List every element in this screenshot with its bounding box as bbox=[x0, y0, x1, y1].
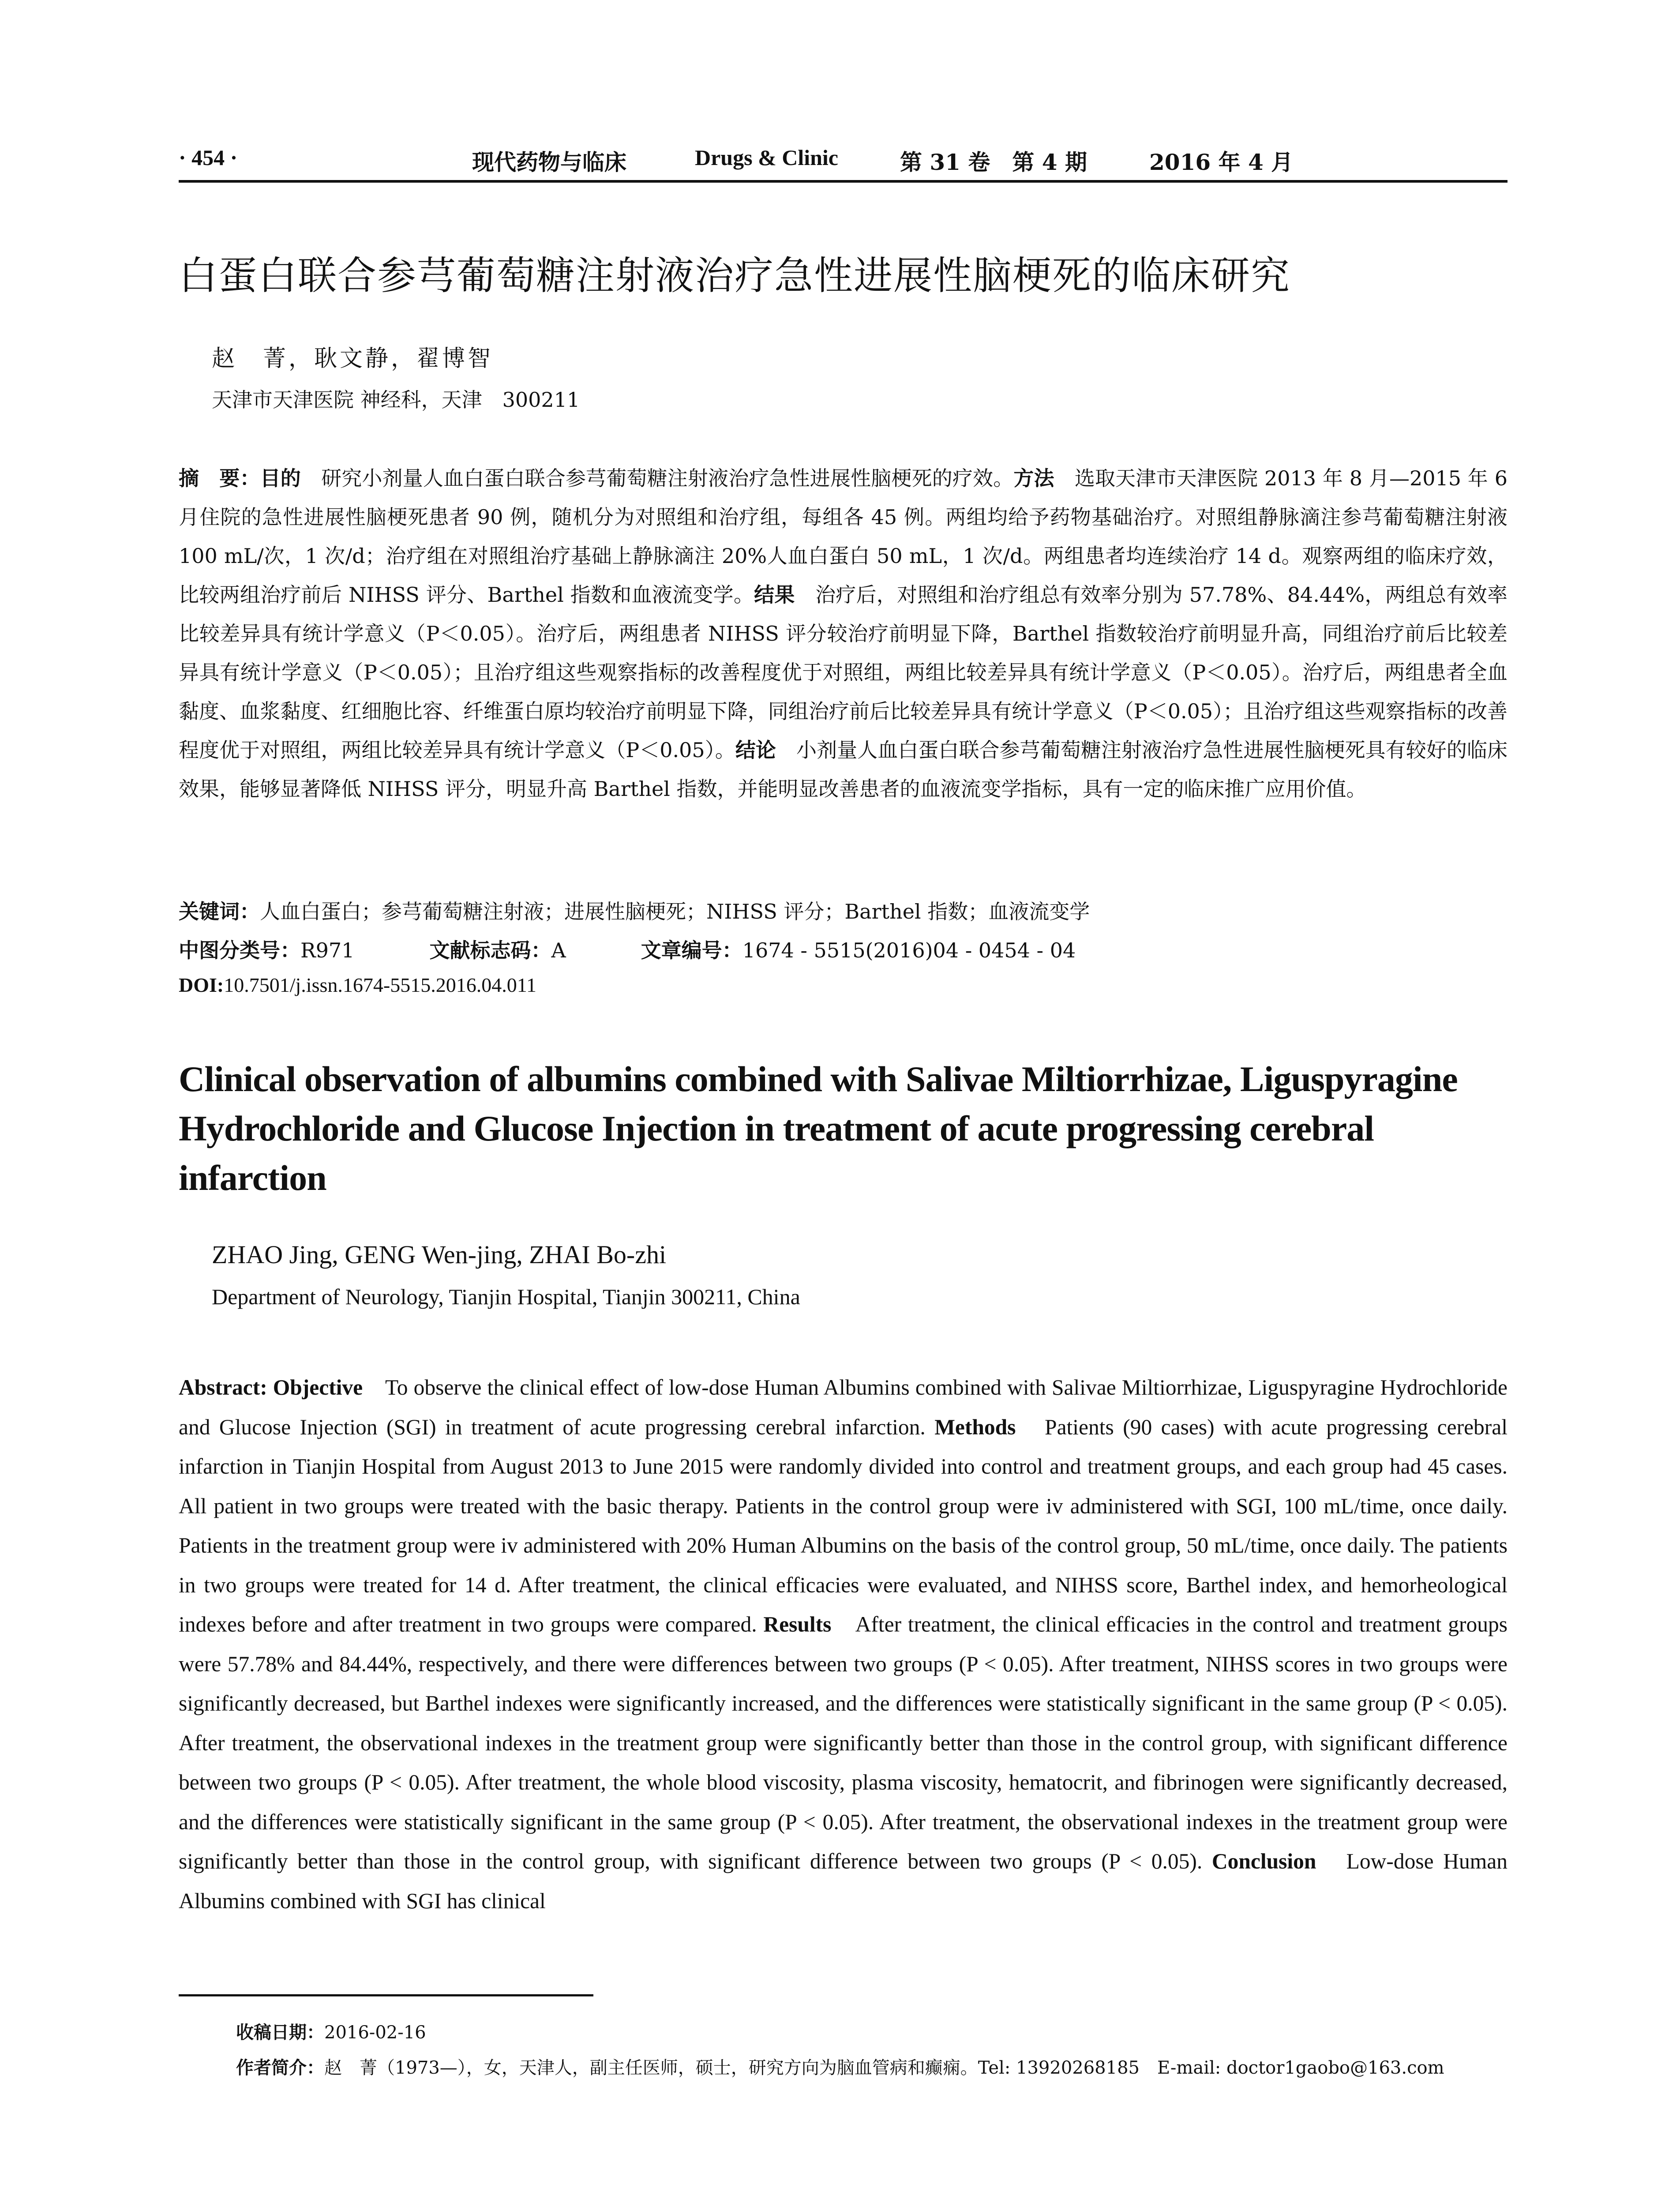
footnote-received bbox=[236, 2018, 426, 2044]
methods-cn: 选取天津市天津医院 2013 年 8 月—2015 年 6 月住院的急性进展性脑梗死患者 90 例，随机分为对照组和治疗组，每组各 45 例。两组均给予药物基础治疗。对照组静脉滴注参芎葡萄糖注射液 100 mL/次，1 次/d；治疗组在对照组治疗基础上静脉滴注 20%人血白蛋白 50 mL，1 次/d。两组患者均连续治疗 14 d。观察两组的临床疗效，比较两组治疗前后 NIHSS 评分、Barthel 指数和血液流变学。 bbox=[179, 466, 1508, 607]
classification-line bbox=[179, 934, 1151, 964]
conclusion-cn: 小剂量人血白蛋白联合参芎葡萄糖注射液治疗急性进展性脑梗死具有较好的临床效果，能够显著降低 NIHSS 评分，明显升高 Barthel 指数，并能明显改善患者的血液流变学指标，具有一定的临床推广应用价值。 bbox=[179, 738, 1508, 801]
keywords-text: 人血白蛋白；参芎葡萄糖注射液；进展性脑梗死；NIHSS 评分；Barthel 指数；血液流变学 bbox=[260, 900, 1090, 923]
clc-value: R971 bbox=[300, 938, 355, 962]
results-en: After treatment, the clinical efficacies in the control and treatment groups were 57.78% and 84.44%, respectively, and there were differences between two groups (P < 0.05). After treatment, NIHSS scores in two groups were significantly decreased, but Barthel indexes were significantly increased, and the differences were statistically significant in the same group (P < 0.05). After treatment, the observational indexes in the treatment group were significantly better than those in the control group, with significant difference between two groups (P < 0.05). After treatment, the whole blood viscosity, plasma viscosity, hematocrit, and fibrinogen were significantly decreased, and the differences were statistically significant in the same group (P < 0.05). After treatment, the observational indexes in the treatment group were significantly better than those in the control group, with significant difference between two groups (P < 0.05). bbox=[179, 1612, 1508, 1873]
abstract-en bbox=[179, 1368, 1508, 1921]
doi-line bbox=[179, 973, 536, 997]
doc-code-value: A bbox=[551, 938, 566, 962]
objective-cn: 研究小剂量人血白蛋白联合参芎葡萄糖注射液治疗急性进展性脑梗死的疗效。 bbox=[300, 466, 1014, 490]
affiliation-en: Department of Neurology, Tianjin Hospital, Tianjin 300211, China bbox=[212, 1284, 800, 1309]
abstract-cn bbox=[179, 459, 1508, 808]
objective-label-cn: 目的 bbox=[260, 466, 301, 490]
conclusion-label-en: Conclusion bbox=[1211, 1849, 1316, 1873]
issue-date: 2016 年 4 月 bbox=[1149, 149, 1294, 175]
volume-issue: 第 31 卷 第 4 期 bbox=[900, 149, 1087, 175]
authors-cn: 赵 菁，耿文静，翟博智 bbox=[212, 345, 494, 372]
article-no-label: 文章编号： bbox=[641, 938, 742, 962]
footnote-divider bbox=[179, 1994, 593, 1996]
doi-value: 10.7501/j.issn.1674-5515.2016.04.011 bbox=[224, 974, 536, 996]
conclusion-en: Low-dose Human Albumins combined with SGI has clinical bbox=[179, 1849, 1508, 1913]
article-no-value: 1674 - 5515(2016)04 - 0454 - 04 bbox=[742, 938, 1076, 962]
authors-en: ZHAO Jing, GENG Wen-jing, ZHAI Bo-zhi bbox=[212, 1240, 667, 1269]
journal-name-cn: 现代药物与临床 bbox=[472, 149, 626, 175]
results-cn: 治疗后，对照组和治疗组总有效率分别为 57.78%、84.44%，两组总有效率比较差异具有统计学意义（P＜0.05）。治疗后，两组患者 NIHSS 评分较治疗前明显下降，Barthel 指数较治疗前明显升高，同组治疗前后比较差异具有统计学意义（P＜0.05）；且治疗组这些观察指标的改善程度优于对照组，两组比较差异具有统计学意义（P＜0.05）。治疗后，两组患者全血黏度、血浆黏度、红细胞比容、纤维蛋白原均较治疗前明显下降，同组治疗前后比较差异具有统计学意义（P＜0.05）；且治疗组这些观察指标的改善程度优于对照组，两组比较差异具有统计学意义（P＜0.05）。 bbox=[179, 583, 1508, 762]
footnote-author bbox=[236, 2054, 1444, 2079]
methods-en: Patients (90 cases) with acute progressing cerebral infarction in Tianjin Hospital from August 2013 to June 2015 were randomly divided into control and treatment groups, and each group had 45 cases. All patient in two groups were treated with the basic therapy. Patients in the control group were iv administered with SGI, 100 mL/time, once daily. Patients in the treatment group were iv administered with 20% Human Albumins on the basis of the control group, 50 mL/time, once daily. The patients in two groups were treated for 14 d. After treatment, the clinical efficacies were evaluated, and NIHSS score, Barthel index, and hemorheological indexes before and after treatment in two groups were compared. bbox=[179, 1414, 1508, 1636]
keywords bbox=[179, 896, 1090, 925]
page-number: · 454 · bbox=[179, 145, 238, 170]
author-bio: 赵 菁（1973—），女，天津人，副主任医师，硕士，研究方向为脑血管病和癫痫。Tel: 13920268185 E-mail: doctor1gaobo@163.com bbox=[324, 2058, 1444, 2078]
objective-en: To observe the clinical effect of low-dose Human Albumins combined with Salivae Miltiorrhizae, Liguspyragine Hydrochloride and Glucose Injection (SGI) in treatment of acute progressing cerebral infarction. bbox=[179, 1375, 1508, 1439]
clc-label: 中图分类号： bbox=[179, 938, 300, 962]
results-label-en: Results bbox=[763, 1612, 832, 1636]
received-date: 2016-02-16 bbox=[324, 2022, 426, 2043]
author-bio-label: 作者简介： bbox=[236, 2058, 324, 2078]
received-label: 收稿日期： bbox=[236, 2022, 324, 2043]
running-header bbox=[179, 140, 1508, 183]
keywords-label: 关键词： bbox=[179, 900, 260, 923]
abstract-en-label: Abstract: Objective bbox=[179, 1375, 363, 1399]
doi-label: DOI: bbox=[179, 974, 224, 996]
results-label-cn: 结果 bbox=[754, 583, 795, 607]
methods-label-cn: 方法 bbox=[1013, 466, 1054, 490]
conclusion-label-cn: 结论 bbox=[735, 738, 776, 762]
journal-name-en: Drugs & Clinic bbox=[695, 145, 838, 170]
affiliation-cn: 天津市天津医院 神经科，天津 300211 bbox=[212, 388, 580, 412]
methods-label-en: Methods bbox=[934, 1414, 1016, 1439]
doc-code-label: 文献标志码： bbox=[429, 938, 551, 962]
title-cn: 白蛋白联合参芎葡萄糖注射液治疗急性进展性脑梗死的临床研究 bbox=[179, 253, 1291, 298]
abstract-cn-label: 摘 要： bbox=[179, 466, 260, 490]
title-en: Clinical observation of albumins combined with Salivae Miltiorrhizae, Liguspyragine Hydrochloride and Glucose Injection in treatment of acute progressing cerebral infarction bbox=[179, 1059, 1458, 1198]
